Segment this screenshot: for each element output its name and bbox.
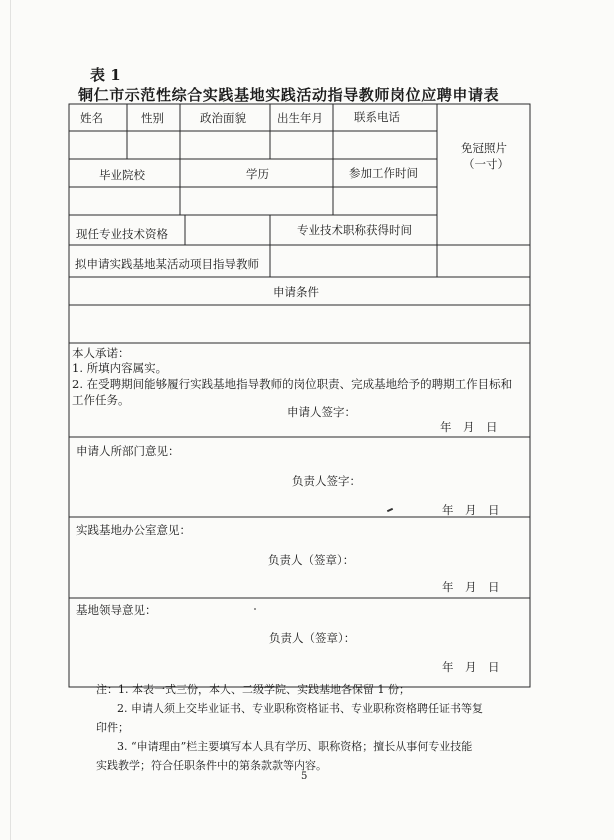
label-graduate-school: 毕业院校 [99, 168, 145, 182]
label-photo-size: （一寸） [463, 157, 509, 171]
label-gender: 性别 [141, 111, 164, 125]
label-current-qualification: 现任专业技术资格 [76, 227, 168, 241]
label-phone: 联系电话 [354, 110, 400, 124]
label-title-date: 专业技术职称获得时间 [297, 223, 412, 237]
label-apply-project: 拟申请实践基地某活动项目指导教师 [75, 257, 259, 271]
label-conditions: 申请条件 [273, 285, 319, 299]
label-political-status: 政治面貌 [200, 111, 246, 125]
pledge-item-2-cont: 工作任务。 [72, 393, 130, 407]
office-date: 年 月 日 [442, 580, 500, 594]
page-number: 5 [301, 771, 308, 782]
pledge-item-2: 2. 在受聘期间能够履行实践基地指导教师的岗位职责、完成基地给予的聘期工作目标和 [72, 377, 513, 391]
label-birth-date: 出生年月 [277, 111, 323, 125]
leader-signature: 负责人（签章）： [269, 631, 356, 645]
leader-heading: 基地领导意见： [76, 603, 157, 617]
pledge-heading: 本人承诺： [72, 346, 130, 360]
pledge-date: 年 月 日 [440, 420, 498, 434]
label-name: 姓名 [80, 111, 103, 125]
leader-date: 年 月 日 [442, 660, 500, 674]
office-signature: 负责人（签章）： [268, 553, 355, 567]
table-number: 表 1 [90, 66, 121, 84]
label-photo: 免冠照片 [461, 141, 507, 155]
form-title: 铜仁市示范性综合实践基地实践活动指导教师岗位应聘申请表 [78, 86, 500, 104]
dept-date: 年 月 日 [442, 503, 500, 517]
note-2-cont: 印件； [96, 721, 129, 734]
office-heading: 实践基地办公室意见： [76, 523, 191, 537]
pledge-signature: 申请人签字： [287, 405, 356, 419]
pledge-item-1: 1. 所填内容属实。 [72, 361, 168, 375]
dept-heading: 申请人所部门意见： [76, 444, 180, 458]
dept-signature: 负责人签字： [292, 474, 361, 488]
footnotes [96, 680, 536, 775]
note-2: 2. 申请人须上交毕业证书、专业职称资格证书、专业职称资格聘任证书等复 [117, 702, 483, 715]
note-1: 注：1. 本表一式三份，本人、二级学院、实践基地各保留 1 份； [96, 683, 410, 696]
label-education: 学历 [246, 167, 269, 181]
ink-dot [254, 608, 256, 610]
note-3: 3. “申请理由”栏主要填写本人具有学历、职称资格；擅长从事何专业技能 [117, 740, 473, 753]
label-work-start: 参加工作时间 [349, 166, 418, 180]
note-3-cont: 实践教学；符合任职条件中的第条款款等内容。 [96, 759, 327, 772]
